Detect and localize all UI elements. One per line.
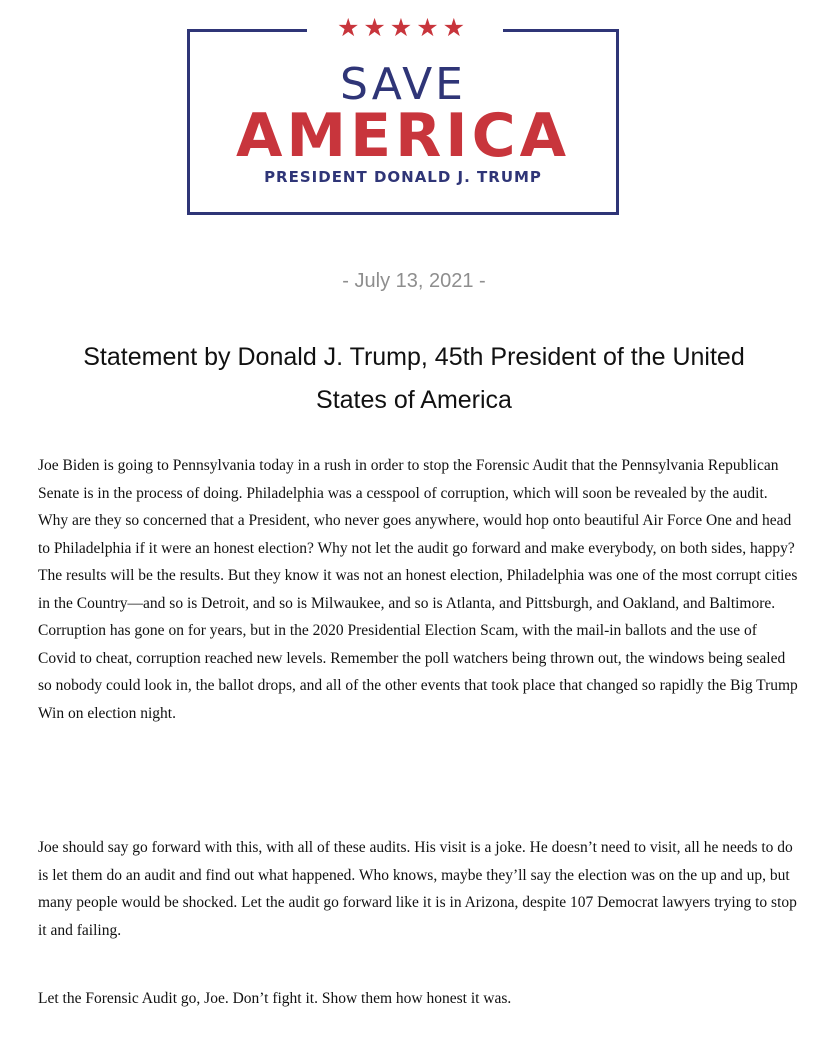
statement-date: - July 13, 2021 -: [342, 270, 486, 292]
statement-paragraph: Let the Forensic Audit go, Joe. Don’t fight it. Show them how honest it was.: [38, 990, 512, 1007]
statement-paragraph: Joe should say go forward with this, with all of these audits. His visit is a joke. He doesn’t need to visit, all he needs to do is let them do an audit and find out what happened. Who knows, maybe they’ll say the election was on the up and up, but many people would be shocked. Let the audit go forward like it is in Arizona, despite 107 Democrat lawyers trying to stop it and failing.: [38, 839, 797, 939]
statement-title: Statement by Donald J. Trump, 45th President of the United States of America: [83, 343, 745, 414]
logo-stars: ★★★★★: [336, 13, 470, 42]
statement-paragraph: Joe Biden is going to Pennsylvania today in a rush in order to stop the Forensic Audit that the Pennsylvania Republican Senate is in the process of doing. Philadelphia was a cesspool of corruption, which will soon be revealed by the audit. Why are they so concerned that a President, who never goes anywhere, would hop onto beautiful Air Force One and head to Philadelphia if it were an honest election? Why not let the audit go forward and make everybody, on both sides, happy? The results will be the results. But they know it was not an honest election, Philadelphia was one of the most corrupt cities in the Country—and so is Detroit, and so is Milwaukee, and so is Atlanta, and Pittsburgh, and Oakland, and Baltimore. Corruption has gone on for years, but in the 2020 Presidential Election Scam, with the mail-in ballots and the use of Covid to cheat, corruption reached new levels. Remember the poll watchers being thrown out, the windows being sealed so nobody could look in, the ballot drops, and all of the other events that took place that changed so rapidly the Big Trump Win on election night.: [38, 457, 798, 722]
logo-america-text: AMERICA: [235, 101, 571, 171]
logo-subtitle: PRESIDENT DONALD J. TRUMP: [264, 168, 542, 186]
save-america-logo: [187, 13, 619, 215]
logo-save-text: SAVE: [340, 59, 466, 110]
